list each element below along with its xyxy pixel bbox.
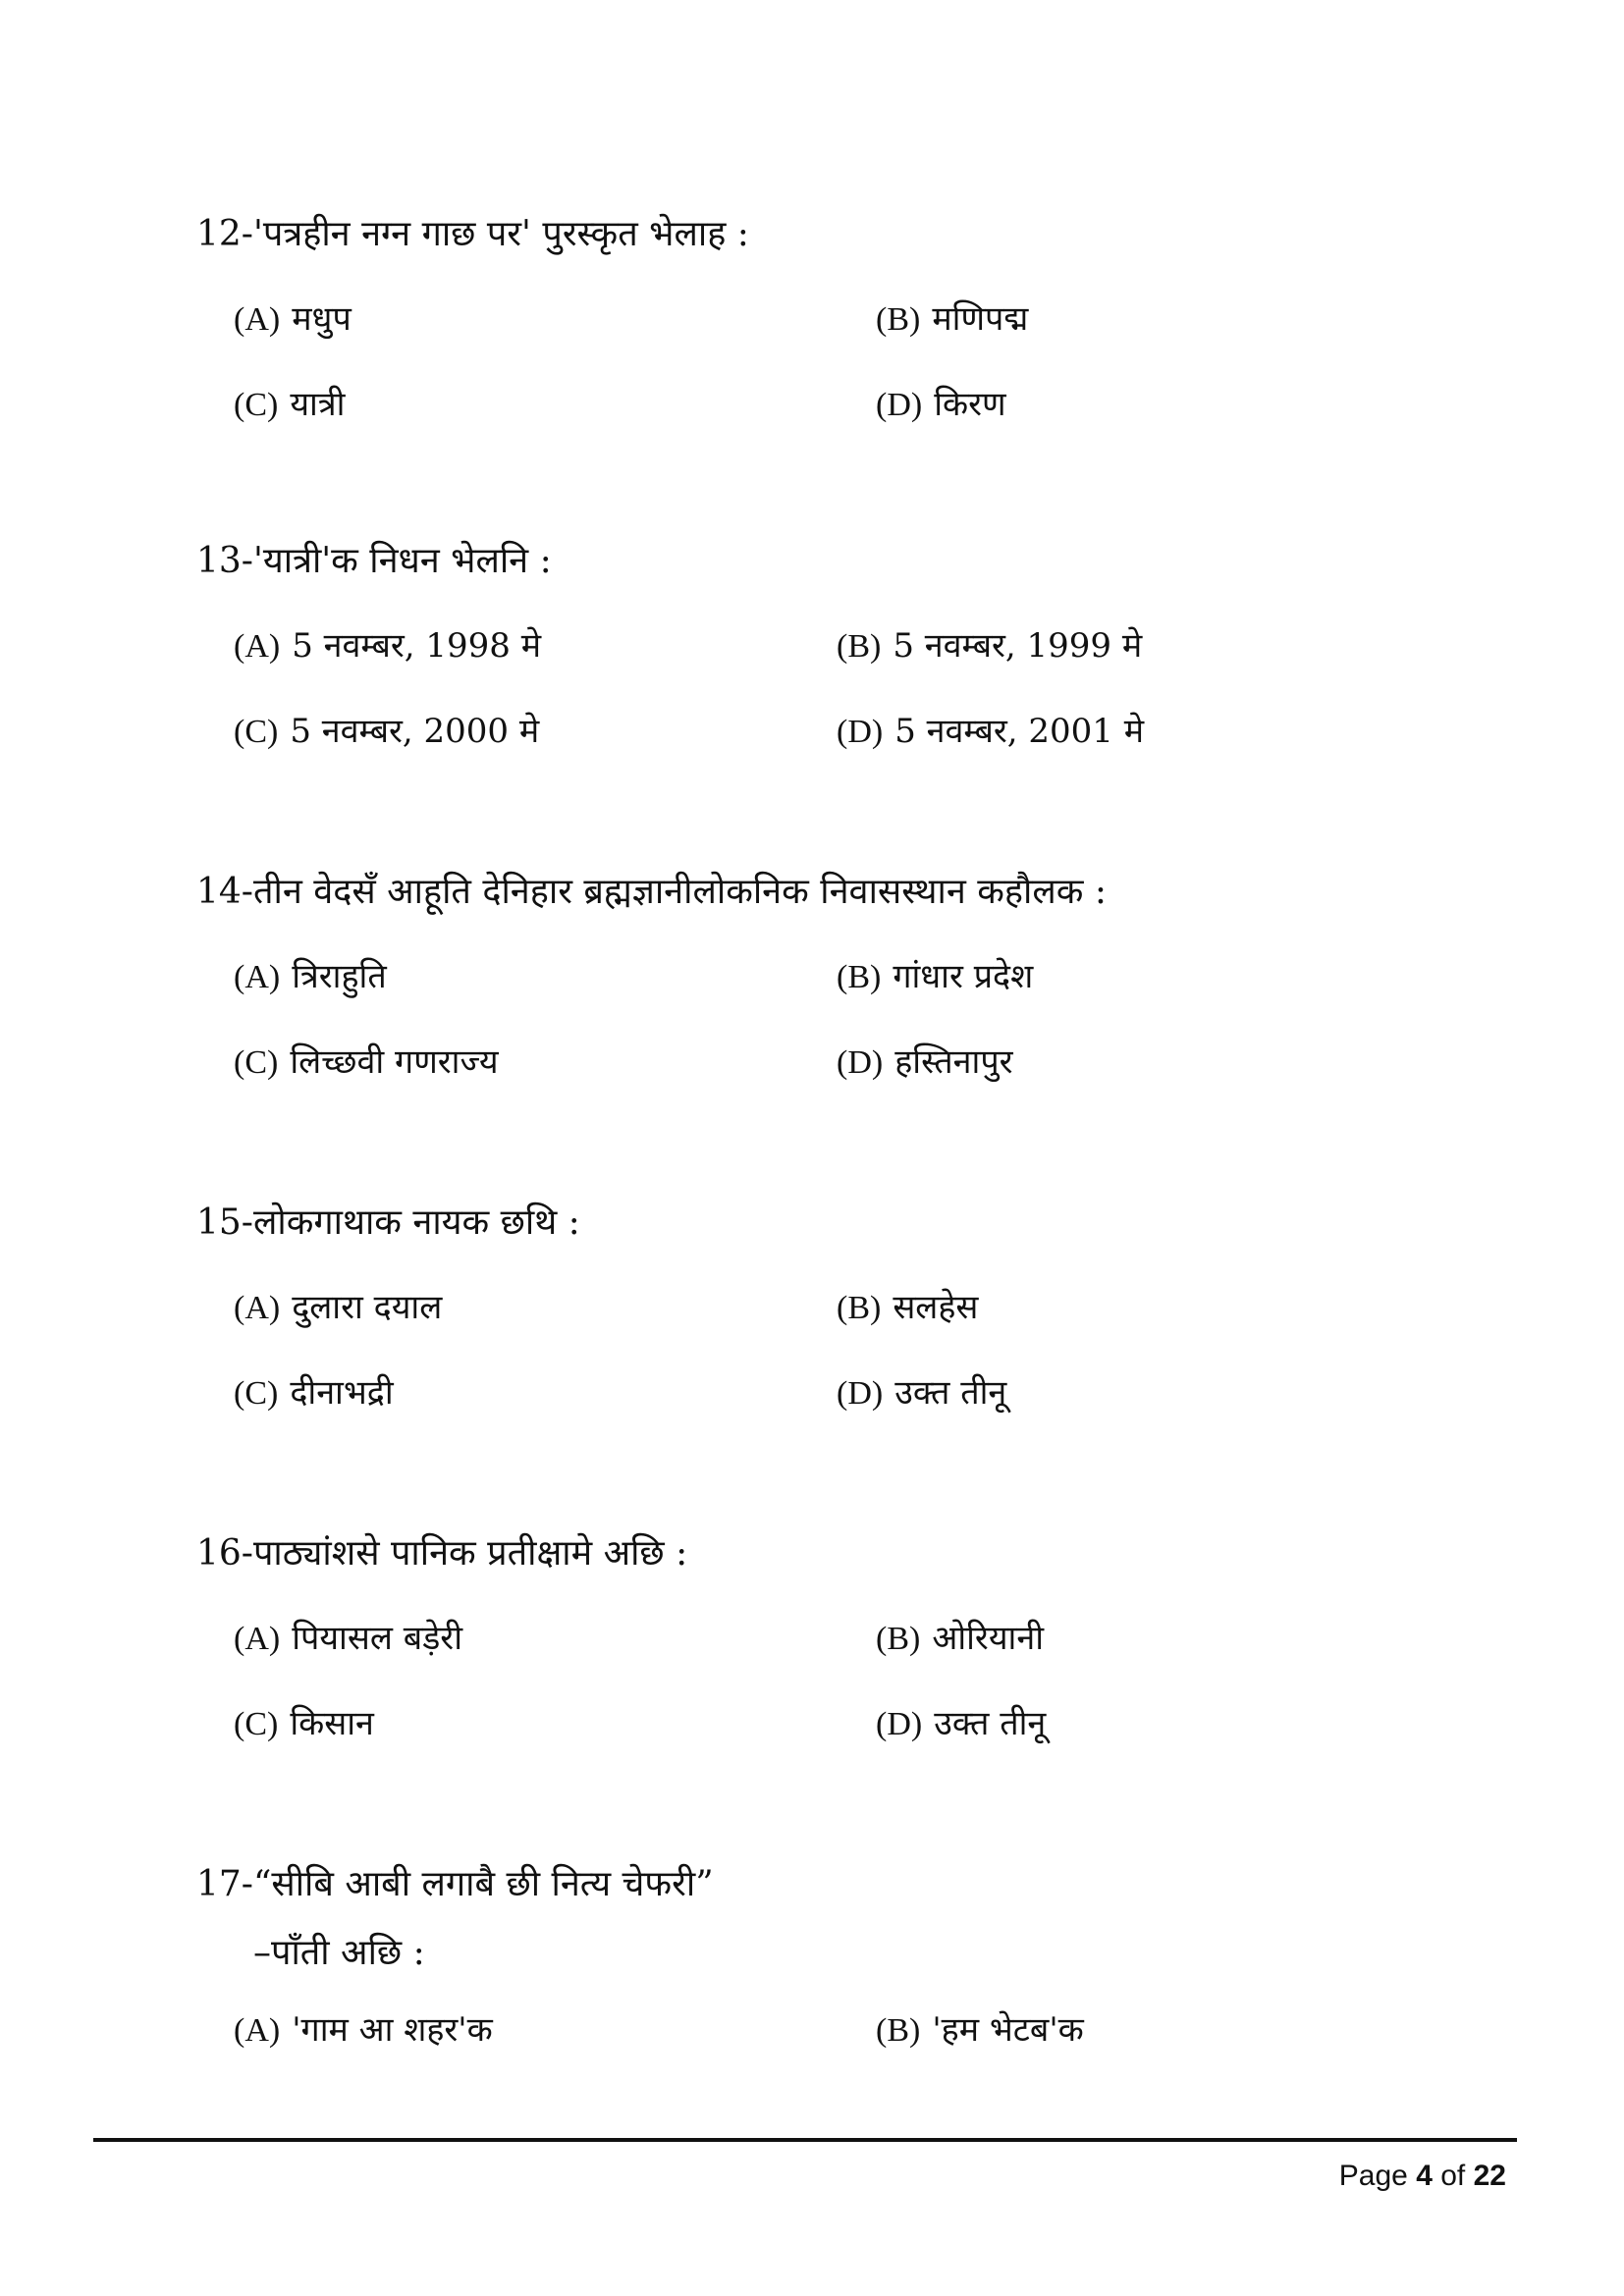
question-subtext: –पाँती अछि : [253, 1933, 425, 1973]
page-label: Page [1338, 2160, 1408, 2192]
option-b [837, 622, 1142, 670]
option-letter: (C) [234, 1706, 279, 1742]
question-text [196, 869, 1522, 916]
option-letter: (A) [234, 1621, 281, 1657]
question-16 [196, 1530, 1522, 1801]
option-a [234, 1615, 462, 1663]
question-stem: “सीबि आबी लगाबै छी नित्य चेफरी” [252, 1864, 714, 1904]
option-text: 'हम भेटब'क [932, 2010, 1084, 2050]
question-stem: 'पत्रहीन नग्न गाछ पर' पुरस्कृत भेलाह : [252, 214, 749, 254]
option-c [234, 1039, 499, 1087]
option-letter: (A) [234, 1290, 281, 1326]
total-pages: 22 [1473, 2160, 1506, 2192]
option-b [837, 953, 1033, 1001]
option-a [234, 622, 541, 670]
option-letter: (B) [837, 628, 882, 665]
option-d [837, 1369, 1006, 1417]
option-text: 5 नवम्बर, 2000 मे [290, 712, 540, 751]
question-text [196, 1200, 1522, 1247]
current-page: 4 [1416, 2160, 1433, 2192]
option-a [234, 1284, 442, 1332]
option-letter: (A) [234, 301, 281, 338]
option-text: किसान [290, 1704, 374, 1743]
option-text: 'गाम आ शहर'क [292, 2010, 493, 2050]
question-text [196, 211, 1522, 258]
option-d [837, 708, 1144, 756]
question-stem: तीन वेदसँ आहूति देनिहार ब्रह्मज्ञानीलोकनिक निवासस्थान कहौलक : [252, 872, 1107, 912]
option-letter: (B) [876, 2012, 921, 2049]
option-text: हस्तिनापुर [894, 1042, 1013, 1082]
option-b [876, 1615, 1044, 1663]
option-text: दुलारा दयाल [292, 1288, 443, 1327]
footer-divider [93, 2138, 1517, 2142]
option-b [876, 2006, 1084, 2055]
question-14 [196, 869, 1522, 1140]
question-text [196, 1861, 1522, 1908]
option-letter: (D) [837, 1044, 884, 1081]
options [196, 1615, 1522, 1801]
option-text: किरण [934, 385, 1006, 424]
option-text: उक्त तीनू [934, 1704, 1047, 1743]
page-number [1339, 2157, 1506, 2196]
option-d [837, 1039, 1013, 1087]
question-17 [196, 1861, 1522, 2065]
option-text: यात्री [290, 385, 346, 424]
question-number: 12- [196, 214, 253, 254]
option-letter: (D) [837, 714, 884, 750]
option-text: उक्त तीनू [894, 1373, 1007, 1413]
question-stem: लोकगाथाक नायक छथि : [252, 1202, 580, 1243]
option-c [234, 1369, 394, 1417]
option-letter: (C) [234, 387, 279, 423]
option-letter: (C) [234, 1375, 279, 1412]
option-letter: (B) [837, 1290, 882, 1326]
option-text: त्रिराहुति [292, 957, 387, 996]
option-text: गांधार प्रदेश [893, 957, 1034, 996]
question-stem: 'यात्री'क निधन भेलनि : [252, 541, 552, 581]
option-c [234, 708, 539, 756]
option-letter: (D) [876, 387, 923, 423]
options [196, 622, 1522, 809]
option-b [876, 295, 1028, 344]
question-15 [196, 1200, 1522, 1470]
option-text: सलहेस [893, 1288, 979, 1327]
option-text: दीनाभद्री [290, 1373, 394, 1413]
option-letter: (C) [234, 1044, 279, 1081]
option-d [876, 381, 1006, 429]
question-number: 13- [196, 541, 253, 581]
question-text [196, 538, 1522, 585]
option-letter: (C) [234, 714, 279, 750]
question-text [196, 1530, 1522, 1577]
option-a [234, 953, 387, 1001]
question-12 [196, 211, 1522, 482]
option-letter: (D) [837, 1375, 884, 1412]
question-number: 17- [196, 1864, 253, 1904]
question-number: 15- [196, 1202, 253, 1243]
option-text: लिच्छवी गणराज्य [290, 1042, 499, 1082]
question-13 [196, 538, 1522, 809]
question-number: 14- [196, 872, 253, 912]
option-b [837, 1284, 978, 1332]
option-text: 5 नवम्बर, 1999 मे [893, 626, 1143, 666]
options [196, 1284, 1522, 1470]
option-text: मधुप [292, 299, 352, 339]
option-letter: (B) [876, 1621, 921, 1657]
option-letter: (D) [876, 1706, 923, 1742]
option-a [234, 295, 352, 344]
option-letter: (A) [234, 2012, 281, 2049]
of-label: of [1440, 2160, 1466, 2192]
option-a [234, 2006, 493, 2055]
option-text: मणिपद्म [932, 299, 1029, 339]
options [196, 295, 1522, 482]
option-letter: (A) [234, 959, 281, 995]
option-letter: (B) [837, 959, 882, 995]
option-text: 5 नवम्बर, 2001 मे [894, 712, 1145, 751]
question-stem: पाठ्यांशसे पानिक प्रतीक्षामे अछि : [252, 1533, 688, 1574]
option-text: 5 नवम्बर, 1998 मे [292, 626, 542, 666]
option-c [234, 1700, 374, 1748]
option-letter: (B) [876, 301, 921, 338]
option-text: ओरियानी [932, 1619, 1045, 1658]
question-number: 16- [196, 1533, 253, 1574]
option-c [234, 381, 345, 429]
options [196, 2006, 1522, 2065]
option-letter: (A) [234, 628, 281, 665]
option-d [876, 1700, 1046, 1748]
option-text: पियासल बड़ेरी [292, 1619, 463, 1658]
options [196, 953, 1522, 1140]
